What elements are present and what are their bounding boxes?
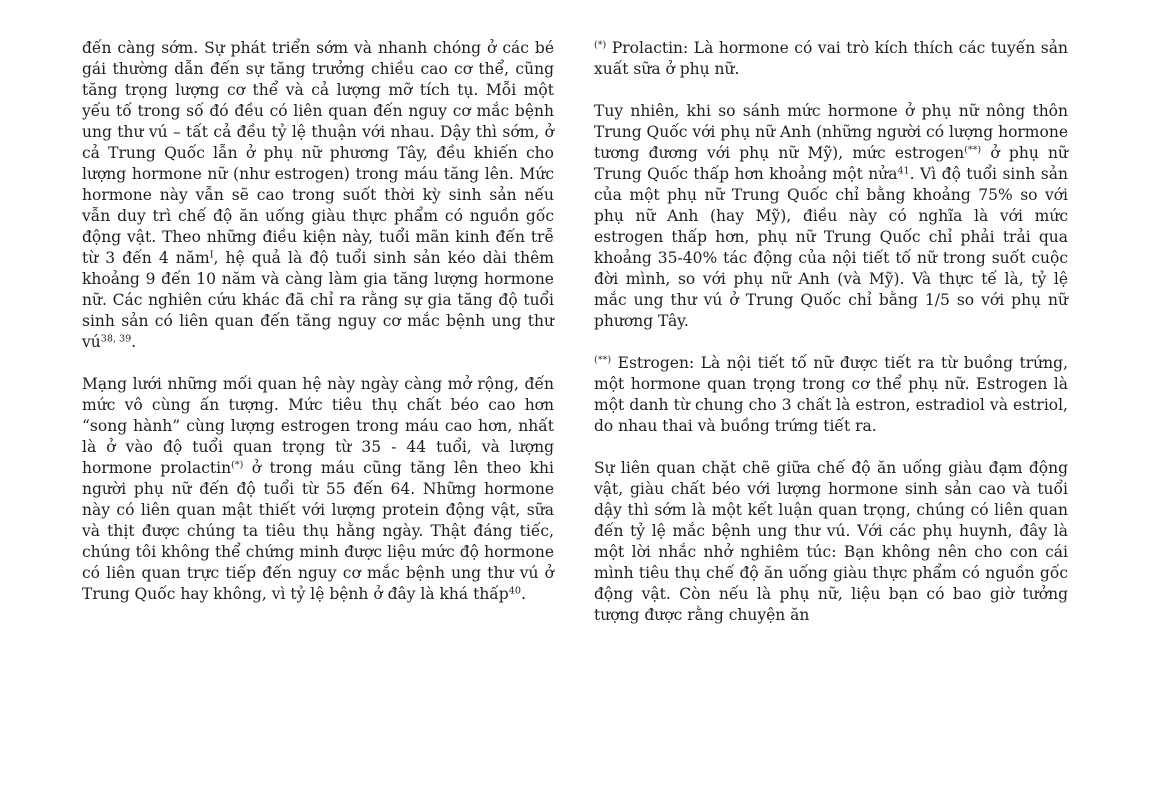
citation-ref: 41 [897, 165, 910, 177]
footnote-ref: I [209, 249, 214, 261]
footnote-marker: (**) [594, 354, 612, 366]
citation-ref: 40 [508, 585, 521, 597]
paragraph-estrogen-comparison: Tuy nhiên, khi so sánh mức hormone ở phụ nữ nông thôn Trung Quốc với phụ nữ Anh (những người có lượng hormone tương đương với phụ nữ Mỹ), mức estrogen(**) ở phụ nữ Trung Quốc thấp hơn khoảng một nửa$^{41}$. Vì độ tuổi sinh sản của một phụ nữ Trung Quốc chỉ bằng khoảng 75% so với phụ nữ Anh (hay Mỹ), điều này có nghĩa là với mức estrogen thấp hơn, phụ nữ Trung Quốc chỉ phải trải qua khoảng 35-40% tác động của nội tiết tố nữ trong suốt cuộc đời mình, so với phụ nữ Anh (và Mỹ). Và thực tế là, tỷ lệ mắc ung thư vú ở Trung Quốc chỉ bằng 1/5 so với phụ nữ phương Tây. [594, 102, 1068, 330]
paragraph-early-puberty: đến càng sớm. Sự phát triển sớm và nhanh chóng ở các bé gái thường dẫn đến sự tăng trưởng chiều cao cơ thể, cũng tăng trọng lượng cơ thể và cả lượng mỡ tích tụ. Mỗi một yếu tố trong số đó đều có liên quan đến nguy cơ mắc bệnh ung thư vú – tất cả đều tỷ lệ thuận với nhau. Dậy thì sớm, ở cả Trung Quốc lẫn ở phụ nữ phương Tây, đều khiến cho lượng hormone nữ (như estrogen) trong máu tăng lên. Mức hormone này vẫn sẽ cao trong suốt thời kỳ sinh sản nếu vẫn duy trì chế độ ăn uống giàu thực phẩm có nguồn gốc động vật. Theo những điều kiện này, tuổi mãn kinh đến trễ từ 3 đến 4 năm$^I$, hệ quả là độ tuổi sinh sản kéo dài thêm khoảng 9 đến 10 năm và càng làm gia tăng lượng hormone nữ. Các nghiên cứu khác đã chỉ ra rằng sự gia tăng độ tuổi sinh sản có liên quan đến tăng nguy cơ mắc bệnh ung thư vú$^{38, 39}$. [82, 39, 554, 351]
right-column [594, 38, 1068, 647]
citation-ref: 38, 39 [100, 333, 132, 345]
paragraph-diet-conclusion: Sự liên quan chặt chẽ giữa chế độ ăn uống giàu đạm động vật, giàu chất béo với lượng hormone sinh sản cao và tuổi dậy thì sớm là một kết luận quan trọng, chúng có liên quan đến tỷ lệ mắc bệnh ung thư vú. Với các phụ huynh, đây là một lời nhắc nhở nghiêm túc: Bạn không nên cho con cái mình tiêu thụ chế độ ăn uống giàu thực phẩm có nguồn gốc động vật. Còn nếu là phụ nữ, liệu bạn có bao giờ tưởng tượng được rằng chuyện ăn [594, 459, 1068, 624]
paragraph-hormone-network: Mạng lưới những mối quan hệ này ngày càng mở rộng, đến mức vô cùng ấn tượng. Mức tiêu thụ chất béo cao hơn “song hành” cùng lượng estrogen trong máu cao hơn, nhất là ở vào độ tuổi quan trọng từ 35 - 44 tuổi, và lượng hormone prolactin(*) ở trong máu cũng tăng lên theo khi người phụ nữ đến độ tuổi từ 55 đến 64. Những hormone này có liên quan mật thiết với lượng protein động vật, sữa và thịt được chúng ta tiêu thụ hằng ngày. Thật đáng tiếc, chúng tôi không thể chứng minh được liệu mức độ hormone có liên quan trực tiếp đến nguy cơ mắc bệnh ung thư vú ở Trung Quốc hay không, vì tỷ lệ bệnh ở đây là khá thấp$^{40}$. [82, 375, 554, 603]
footnote-ref: (**) [964, 144, 982, 156]
footnote-estrogen: (**) Estrogen: Là nội tiết tố nữ được tiết ra từ buồng trứng, một hormone quan trọng trong cơ thể phụ nữ. Estrogen là một danh từ chung cho 3 chất là estron, estradiol và estriol, do nhau thai và buồng trứng tiết ra. [594, 354, 1068, 435]
footnote-ref: (*) [231, 459, 244, 471]
footnote-marker: (*) [594, 39, 607, 51]
footnote-prolactin: (*) Prolactin: Là hormone có vai trò kích thích các tuyến sản xuất sữa ở phụ nữ. [594, 39, 1068, 78]
left-column [82, 38, 554, 626]
